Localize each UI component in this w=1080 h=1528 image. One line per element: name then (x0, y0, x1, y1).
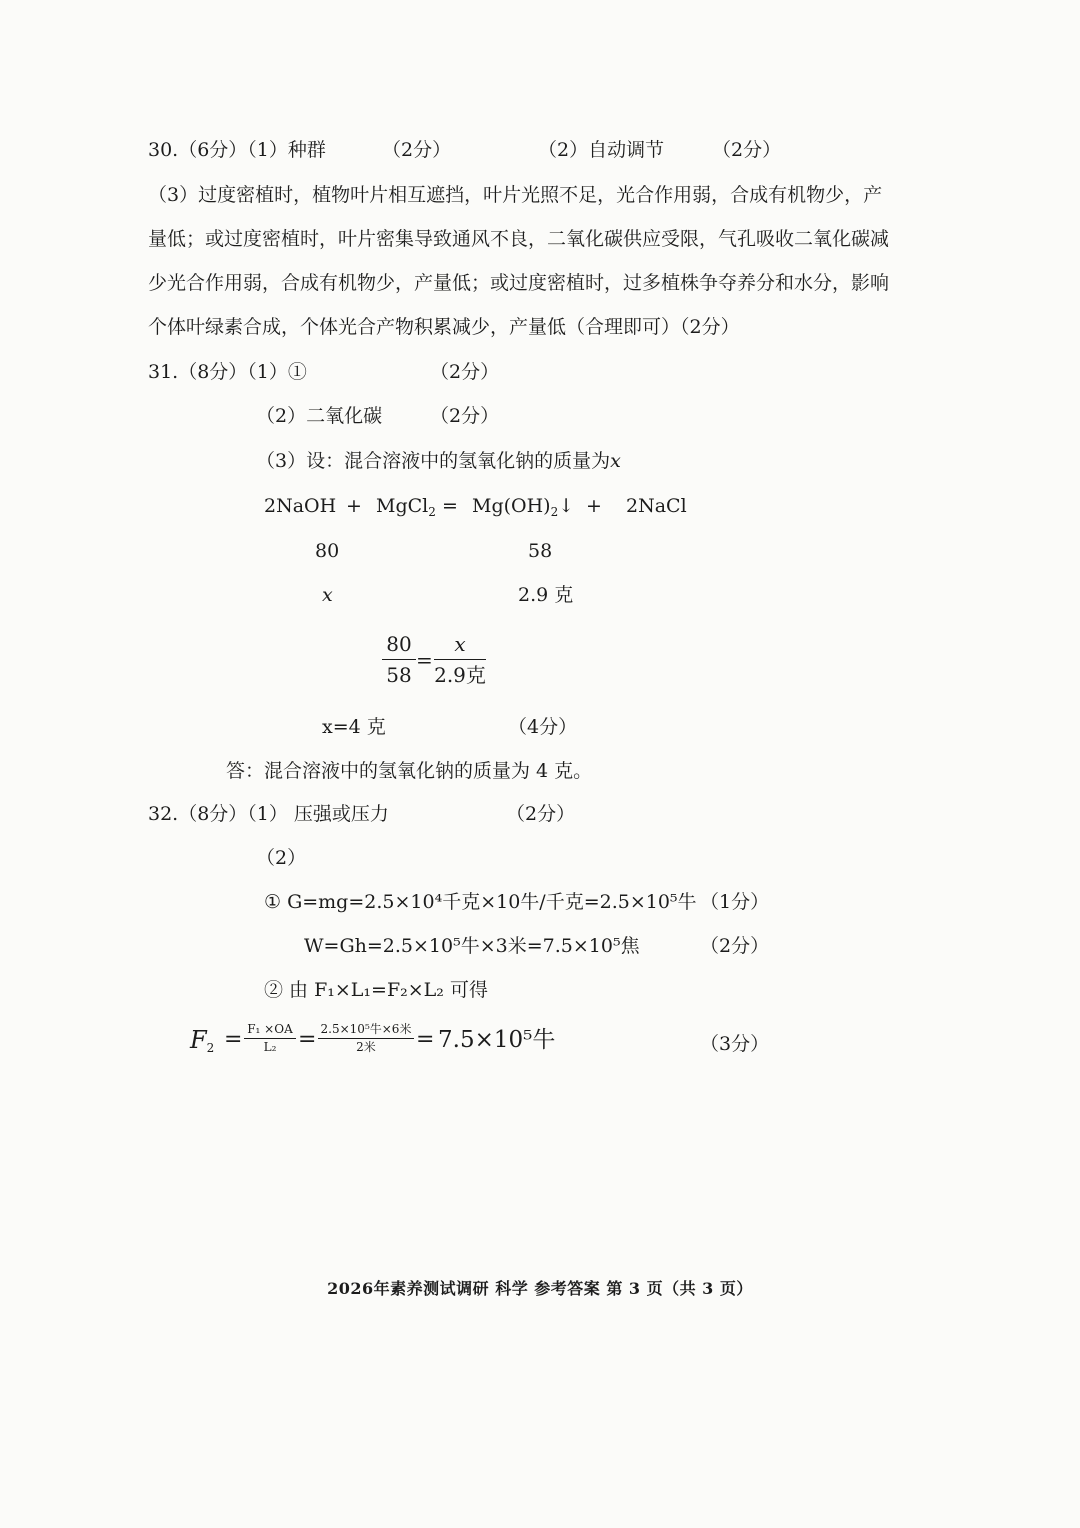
q31-result: x=4 克 (322, 716, 386, 738)
eq-reactant-naoh: 2NaOH (264, 495, 337, 517)
ratio-fraction-1: 80 58 (382, 630, 416, 689)
formula-equals-2: = (298, 1027, 317, 1052)
formula-fraction-2: 2.5×10⁵牛×6米 2米 (318, 1022, 414, 1055)
molar-mass-mgoh2: 58 (528, 540, 553, 562)
q31-part-3 (256, 449, 621, 473)
q31-score-2: （2分） (430, 405, 500, 427)
formula-lhs: $F_2$ (190, 1026, 215, 1055)
molar-mass-naoh: 80 (315, 540, 340, 562)
q32-step-3-score: （3分） (700, 1033, 770, 1055)
formula-result: 7.5×10⁵牛 (438, 1027, 556, 1053)
formula-equals-3: = (416, 1027, 435, 1052)
q30-score-2: （2分） (712, 139, 782, 161)
q31-score-1: （2分） (430, 361, 500, 383)
q30-part-3-line: （3）过度密植时，植物叶片相互遮挡，叶片光照不足，光合作用弱，合成有机物少，产 (148, 184, 883, 206)
q30-part-3-line: 个体叶绿素合成，个体光合产物积累减少，产量低（合理即可）（2分） (148, 316, 740, 338)
q30-part-3-line: 少光合作用弱，合成有机物少，产量低；或过度密植时，过多植株争夺养分和水分，影响 (148, 272, 890, 294)
q30-head: 30.（6分）（1）种群 (148, 139, 326, 161)
formula-fraction-1: F₁ ×OA L₂ (244, 1022, 296, 1055)
page-footer: 2026年素养测试调研 科学 参考答案 第 3 页（共 3 页） (327, 1279, 753, 1298)
q31-part-3-text: （3）设：混合溶液中的氢氧化钠的质量为 (256, 450, 611, 472)
q32-score-1: （2分） (506, 803, 576, 825)
eq-equals: = (442, 495, 458, 517)
q32-part-2: （2） (256, 847, 307, 869)
q32-head: 32.（8分）（1） 压强或压力 (148, 803, 389, 825)
ratio-fraction-2: x 2.9克 (434, 632, 486, 687)
q31-answer: 答：混合溶液中的氢氧化钠的质量为 4 克。 (226, 760, 593, 782)
q32-step-3: ② 由 F₁×L₁=F₂×L₂ 可得 (264, 979, 488, 1001)
formula-equals-1: = (224, 1027, 243, 1052)
eq-reactant-mgcl2: MgCl$_2$ (376, 495, 436, 519)
eq-plus-1: + (346, 495, 362, 517)
q31-score-3: （4分） (508, 716, 578, 738)
q31-part-2: （2）二氧化碳 (256, 405, 383, 427)
eq-plus-2: + (586, 495, 602, 517)
ratio-equals: = (416, 648, 433, 672)
q32-step-1-score: （1分） (700, 891, 770, 913)
unknown-mass-x: x (322, 584, 333, 606)
q32-step-1: ① G=mg=2.5×10⁴千克×10牛/千克=2.5×10⁵牛 (264, 891, 697, 913)
q30-part-3-line: 量低；或过度密植时，叶片密集导致通风不良，二氧化碳供应受限，气孔吸收二氧化碳减 (148, 228, 890, 250)
eq-product-mgoh2: $Mg(OH)_2↓$ (472, 495, 575, 519)
known-mass: 2.9 克 (518, 584, 574, 606)
q32-step-2: W=Gh=2.5×10⁵牛×3米=7.5×10⁵焦 (304, 935, 640, 957)
q30-score-1: （2分） (382, 139, 452, 161)
eq-product-nacl: 2NaCl (626, 495, 687, 517)
q31-variable-x: x (610, 450, 621, 472)
q31-head: 31.（8分）（1）① (148, 361, 307, 383)
q32-step-2-score: （2分） (700, 935, 770, 957)
q30-part-2: （2）自动调节 (538, 139, 665, 161)
